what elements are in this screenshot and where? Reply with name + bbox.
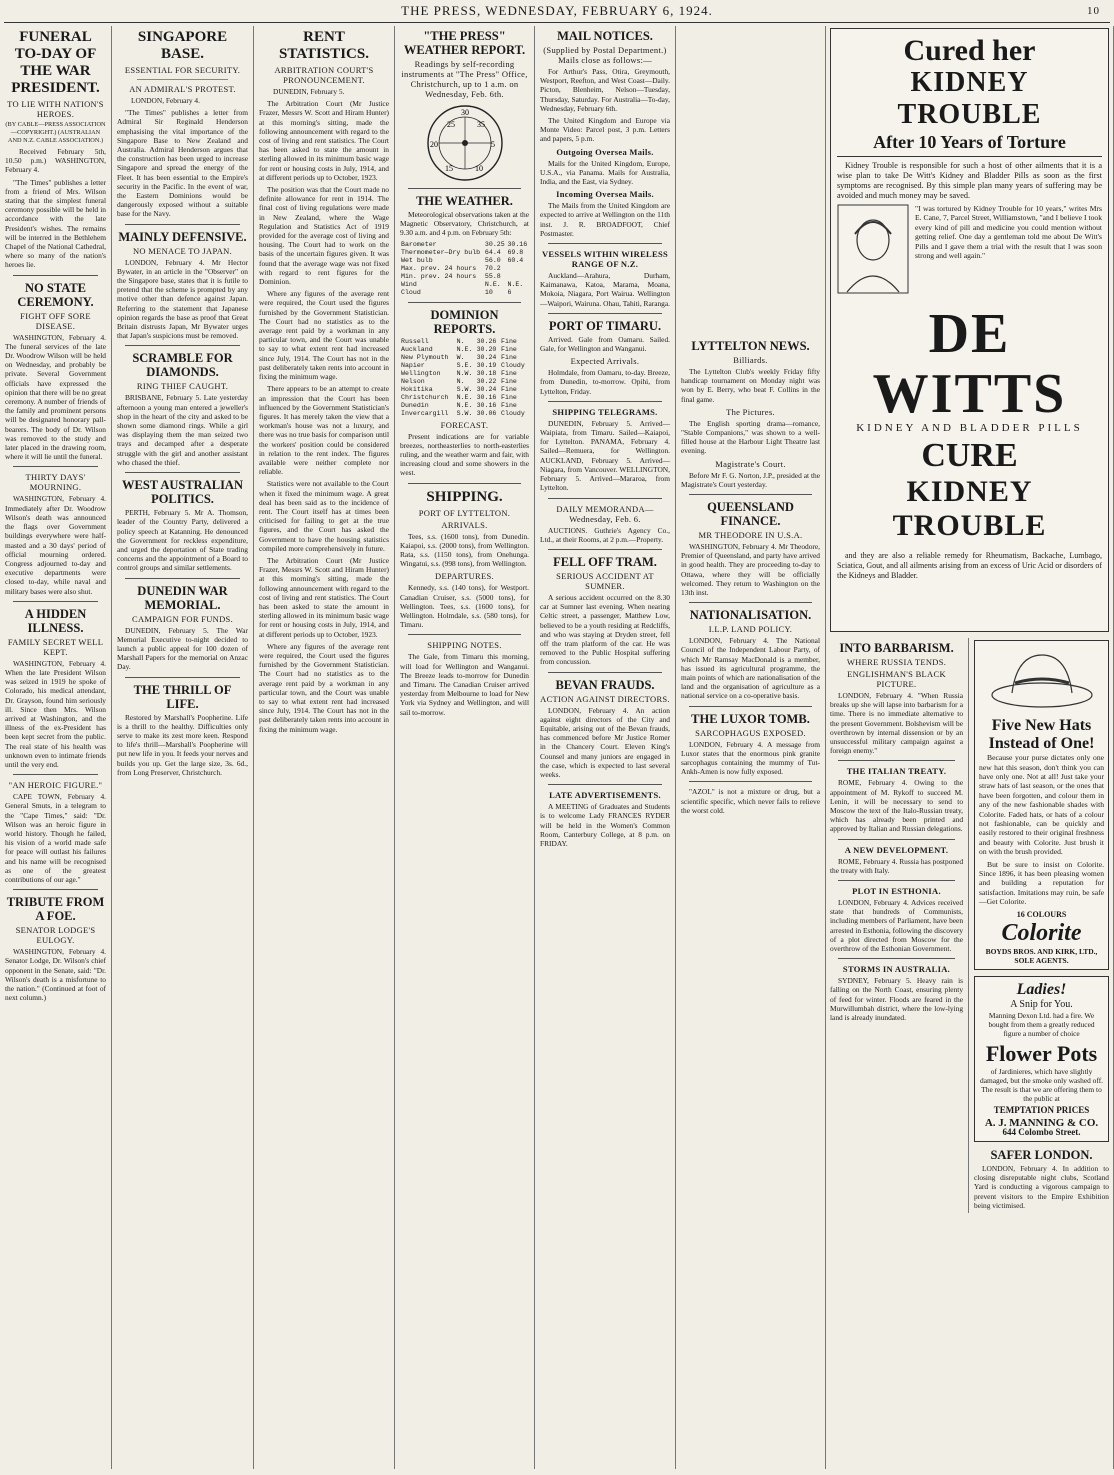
ad-body: Manning Dexon Ltd. had a fire. We bought from them a greatly reduced figure a number of choice (988, 1011, 1095, 1039)
subhead-wireless: VESSELS WITHIN WIRELESS RANGE OF N.Z. (541, 249, 669, 270)
ad-temptation: TEMPTATION PRICES (993, 1105, 1090, 1116)
divider (408, 302, 521, 303)
portrait-shoulders (847, 276, 899, 292)
ad-brand: Colorite (1001, 919, 1082, 946)
article-text: For Arthur's Pass, Otira, Greymouth, Westport, Reefton, and West Coast—Daily. Picton, Blenheim, Nelson—Tuesday, Thursday, Saturday. For Australia—To-day, Wednesday, February 6th. (540, 67, 670, 113)
subhead-theodore: MR THEODORE IN U.S.A. (698, 530, 803, 541)
divider (548, 243, 662, 244)
article-text: ROME, February 4. Owing to the appointment of M. Rykoff to succeed M. Lenin, it will be necessary to send to Moscow the text of the Italo-Russian treaty, which has already been printed and approved by Italian and Russian delegations. (830, 778, 964, 834)
ad-big: Flower Pots (985, 1041, 1098, 1067)
article-text: CAPE TOWN, February 4. General Smuts, in a telegram to the "Cape Times," said: "Dr. Wilson was an heroic figure in world history. Though he failed, his vision of a world made safe for peace will outlast his failures and his name will be recognised as one of the greatest contributions of our age." (5, 792, 106, 884)
headline-safer-london: SAFER LONDON. (990, 1147, 1093, 1162)
table-cell: Napier (401, 361, 425, 369)
headline-shipping: SHIPPING. (426, 488, 503, 505)
subhead-sumner: SERIOUS ACCIDENT AT SUMNER. (556, 570, 654, 591)
table-cell: Invercargill (401, 409, 449, 417)
divider (125, 472, 240, 473)
table-cell: Fine (501, 345, 517, 353)
headline-defensive: MAINLY DEFENSIVE. (118, 229, 247, 244)
divider (548, 313, 662, 314)
table-cell: Russell (401, 337, 429, 345)
article-text: LONDON, February 4. "When Russia breaks up she will lapse into barbarism for a time. There is no immediate alternative to the present Government. Bolshevism will be overthrown by internal dissension or by an unsuccessful military campaign against a foreign enemy." (830, 691, 964, 756)
portrait-illustration (837, 204, 909, 294)
headline-lyttelton: LYTTELTON NEWS. (691, 339, 810, 353)
table-cell: 30.24 (476, 385, 497, 393)
headline-hidden-illness: A HIDDEN ILLNESS. (24, 606, 87, 635)
article-text: The Mails from the United Kingdom are expected to arrive at Wellington on the 11th inst. J. R. BROADFOOT, Chief Postmaster. (540, 201, 670, 238)
subhead-shipping-notes: SHIPPING NOTES. (427, 640, 502, 651)
column-ads (826, 26, 1114, 1469)
headline-queensland: QUEENSLAND FINANCE. (707, 500, 794, 529)
divider (548, 498, 662, 499)
stations-table (400, 338, 529, 418)
ad-footer: and they are also a reliable remedy for Rheumatism, Backache, Lumbago, Sciatica, Gout, and all ailments arising from an excess of Uric Acid or disorders of the Kidneys and Bladder. (837, 551, 1102, 581)
dial-label: 35 (476, 120, 485, 129)
subhead-court: Magistrate's Court. (715, 458, 786, 469)
article-text: Meteorological observations taken at the Magnetic Observatory, Christchurch, at 9.30 a.m. and 4 p.m. on February 5th: (400, 210, 529, 238)
article-text: The Lyttelton Club's weekly Friday fifty handicap tournament on Monday night was won by E. Berry, who beat F. Collins in the final game. (681, 367, 820, 404)
table-cell: Wind (401, 280, 417, 288)
column-lyttelton (676, 26, 826, 1469)
headline-nationalisation: NATIONALISATION. (689, 608, 812, 623)
subhead-italian: THE ITALIAN TREATY. (846, 766, 947, 777)
divider (408, 188, 521, 189)
ad-colours: 16 COLOURS (1016, 909, 1067, 919)
article-text: The Gale, from Timaru this morning, will load for Wellington and Wanganui. The Breeze leads to-morrow for Dunedin and Timaru. The Canadian Cruiser arrived yesterday from Melbourne to load for New York via Sydney and Wellington, and will sail to-morrow. (400, 652, 529, 717)
station-row (400, 370, 529, 378)
subhead-incoming: Incoming Oversea Mails. (556, 189, 654, 200)
headline-tram: FELL OFF TRAM. (553, 554, 657, 569)
headline-timaru: PORT OF TIMARU. (548, 318, 662, 333)
subhead-forecast: FORECAST. (440, 419, 489, 430)
subhead-storms: STORMS IN AUSTRALIA. (842, 964, 951, 975)
divider (137, 79, 228, 80)
ad-quote: "I was tortured by Kidney Trouble for 10 years," writes Mrs E. Cane, 7, Parcel Street, Williamstown, "and I believe I took every kind of pill and medicine you could mention without getting relief. One day a gentleman told me about De Witt's Pills and I gave them a trial with the result that I was soon strong and well again." (915, 204, 1102, 261)
column-colorite (969, 638, 1109, 1213)
column-mail (535, 26, 676, 1469)
table-cell: 69.8 (507, 248, 524, 256)
article-text: Arrived. Gale from Oamaru. Sailed. Gale, for Wellington and Wanganui. (540, 334, 670, 354)
article-text: WASHINGTON, February 4. The funeral services of the late Dr. Woodrow Wilson will be held on Wednesday, and probably be private. Several Government officials have expressed the opinion that there will be no great ceremony. A number of friends of the family and prominent persons will be designated honorary pall-bearers. The body of Dr. Wilson was removed to the study and later placed in the drawing room, where it will lie until the funeral. (5, 332, 106, 462)
subhead-heroes: TO LIE WITH NATION'S HEROES. (7, 99, 104, 119)
station-row (400, 402, 529, 410)
portrait-frame (838, 205, 908, 293)
table-cell: Cloudy (501, 361, 525, 369)
divider (548, 549, 662, 550)
divider (838, 839, 955, 840)
column-barbarism (830, 638, 969, 1213)
article-text: DUNEDIN, February 5. The War Memorial Executive to-night decided to launch a public appeal for 100 dozen of Marshall Papers for the memorial on Anzac Day. (117, 625, 248, 672)
subhead-admiral: AN ADMIRAL'S PROTEST. (129, 84, 236, 94)
dial-label: 5 (490, 140, 495, 149)
table-cell: Fine (501, 353, 517, 361)
article-text: WASHINGTON, February 4. Senator Lodge, Dr. Wilson's chief opponent in the Senate, said: "Dr. Wilson's death is a misfortune to the nation." (Continued at foot of next column.) (5, 947, 106, 1003)
cable-credit: (BY CABLE—PRESS ASSOCIATION—COPYRIGHT.) (AUSTRALIAN AND N.Z. CABLE ASSOCIATION.) (5, 121, 106, 144)
headline-the-weather: THE WEATHER. (416, 194, 513, 208)
station-row (400, 378, 529, 386)
divider (408, 483, 521, 484)
divider (125, 578, 240, 579)
article-text: Statistics were not available to the Court when it fixed the minimum wage. A great deal has been said as to the incidence of rent. The Court itself has at times been criticised for failing to get at the true figures, and the Court has asked the Government to have the housing statistics compiled more comprehensively in future. (259, 479, 389, 553)
station-row (400, 410, 529, 418)
article-text: DUNEDIN, February 5. Arrived—Waipiata, from Timaru. Sailed—Kaiapoi, for Lyttelton. PANAMA, February 4. Sailed—Remuera, for Wellington. AUCKLAND, February 5. Arrived—Niagara, from Vancouver. WELLINGTON, February 5. Arrived—Mararoa, from Lyttelton. (540, 418, 670, 493)
headline-luxor: THE LUXOR TOMB. (691, 711, 810, 726)
article-text: WASHINGTON, February 4. Mr Theodore, Premier of Queensland, and party have arrived in good health. They are proceeding to-day to Ottawa, where they will be officially welcomed. They return to Washington on the 13th inst. (681, 542, 820, 598)
divider (689, 602, 812, 603)
table-cell: Fine (501, 401, 517, 409)
subhead-late-ads: LATE ADVERTISEMENTS. (549, 790, 661, 801)
table-cell: 30.24 (476, 353, 497, 361)
table-cell: Nelson (401, 377, 425, 385)
table-cell: 6 (507, 288, 512, 296)
ad-body: Because your purse dictates only one new hat this season, don't think you can have only one. Not at all! Just take your straw hats of last season, or the ones that have been forgotten, and colour them in any of the new fashionable shades with Colorite. Faded hats, or hats of a colour not fashionable, can be quickly and easily restored to their original freshness and beauty with Colorite. Just brush it on with the brush provided. (979, 753, 1104, 857)
ad-colorite (974, 640, 1109, 970)
table-cell: N.W. (456, 369, 473, 377)
ad-agent: A. J. MANNING & CO. (984, 1116, 1099, 1129)
divider (13, 601, 98, 602)
station-row (400, 354, 529, 362)
article-text: There appears to be an attempt to create an impression that the Court has been influenced by the Government Statistician's figures. It has merely taken the view that a workman's house was not a luxury, and there was no true basis for comparison until the workers' position could be considered in relation to the rent index. The figures available were neither complete nor reliable. (259, 384, 389, 477)
station-row (400, 346, 529, 354)
observation-row (400, 289, 529, 297)
subhead-mourning: THIRTY DAYS' MOURNING. (25, 472, 86, 493)
observation-row (400, 257, 529, 265)
station-row (400, 338, 529, 346)
table-cell: 30.26 (476, 337, 497, 345)
hat-brim (992, 683, 1092, 707)
dial-label: 20 (429, 140, 438, 149)
table-cell: Wellington (401, 369, 441, 377)
ad-title: KIDNEY TROUBLE (897, 67, 1042, 130)
subhead-funds: CAMPAIGN FOR FUNDS. (131, 613, 234, 624)
article-text: The English sporting drama—romance, "Stable Companions," was shown to a well-filled house at the Harbour Light Theatre last evening. (681, 418, 820, 456)
table-cell: Cloud (401, 288, 421, 296)
ad-title: Ladies! (1016, 981, 1067, 999)
article-text: Holmdale, from Oamaru, to-day. Breeze, from Dunedin, to-morrow. Opihi, from Lyttelton, Friday. (540, 368, 670, 396)
article-text: The position was that the Court made no definite allowance for rent in 1914. The final cost of living regulations were made in New Zealand, where the Wage Regulation and Statistics Act of 1919 provided for the average cost of living and housing. The Court had to work on the basis of the uncertain figures given. It was found that the average wage was not fixed with regard to rent figures for the Dominion. (259, 185, 389, 287)
article-text: LONDON, February 4. The National Council of the Independent Labour Party, of which Mr Ramsay MacDonald is a member, has issued its agricultural programme, the main points of which are nationalisation of the land and the organisation of agriculture as a national service on a co-operative basis. (681, 636, 820, 701)
article-text: Tees, s.s. (1600 tons), from Dunedin. Kaiapoi, s.s. (2000 tons), from Wellington. Rata, s.s. (1150 tons), from Onehunga. Wingatui, s.s. (998 tons), from Wellington. (400, 531, 529, 569)
divider (125, 677, 240, 678)
article-text: Kennedy, s.s. (140 tons), for Westport. Canadian Cruiser, s.s. (5000 tons), for Wellington. Tees, s.s. (1600 tons), for Wellington. Holmdale, s.s. (580 tons), for Timaru. (400, 583, 529, 630)
column-singapore (112, 26, 254, 1469)
subhead-russia: WHERE RUSSIA TENDS. (846, 657, 947, 667)
article-text: WASHINGTON, February 4. Immediately after Dr. Woodrow Wilson's death was announced the flags over Government buildings everywhere were half-masted and a 30 days' period of official mourning ordered. Congress adjourned to-day and executive departments were closed to-day, while naval and military bases were also shut. (5, 494, 106, 596)
subhead-disease: FIGHT OFF SORE DISEASE. (20, 310, 91, 331)
table-cell: 30.19 (476, 361, 497, 369)
subhead-expected: Expected Arrivals. (570, 356, 640, 367)
table-cell (506, 265, 529, 273)
ad-agent: BOYDS BROS. AND KIRK, LTD., SOLE AGENTS. (985, 946, 1098, 966)
table-cell: 30.06 (476, 409, 497, 417)
divider (125, 224, 240, 225)
ad-subtitle: A Snip for You. (1010, 999, 1073, 1011)
article-text: The Arbitration Court (Mr Justice Frazer, Messrs W. Scott and Hiram Hunter) at this morning's sitting, made the following announcement with regard to the cost of living and rent statistics. The Court has been asked to state the amount in sterling allowed in its minimum basic wage for rent or housing costs in July, 1914, and at different periods up to October, 1923. (259, 99, 389, 182)
observation-row (400, 249, 529, 257)
divider (13, 889, 98, 890)
divider (13, 774, 98, 775)
ad-kidney (830, 28, 1109, 632)
article-text: The United Kingdom and Europe via Monte Video: Parcel post, 3 p.m. Letters and papers, 5 p.m. (540, 116, 670, 144)
headline-rent: RENT STATISTICS. (279, 29, 369, 62)
subhead-billiards: Billiards. (733, 355, 768, 365)
table-cell: N.E. (456, 345, 473, 353)
dial-label: 30 (460, 108, 469, 117)
headline-no-state-ceremony: NO STATE CEREMONY. (17, 280, 94, 309)
headline-thrill: THE THRILL OF LIFE. (133, 682, 232, 711)
table-cell: 56.0 (484, 256, 501, 264)
divider (125, 345, 240, 346)
subhead-heroic-figure: "AN HEROIC FIGURE." (8, 780, 103, 791)
article-text: LONDON, February 4. A message from Luxor states that the enormous pink granite sarcophagus containing the mummy of Tut-Ankh-Amen is now fully exposed. (681, 739, 820, 777)
subhead-action: ACTION AGAINST DIRECTORS. (540, 693, 670, 704)
ad-body: But be sure to insist on Colorite. Since 1896, it has been pleasing women and building a reputation for satisfaction. Imitations may ruin, be safe—Get Colorite. (979, 859, 1104, 907)
table-cell: New Plymouth (401, 353, 449, 361)
portrait-hair (855, 222, 891, 234)
ad-cure: CURE (921, 437, 1018, 475)
barometer-dial (425, 103, 505, 183)
article-text: Before Mr F. G. Norton, J.P., presided at the Magistrate's Court yesterday. (681, 470, 820, 489)
table-cell: 60.4 (507, 256, 524, 264)
ad-title: Five New Hats Instead of One! (988, 717, 1095, 753)
dial-hub (462, 140, 468, 146)
dateline: DUNEDIN, February 5. (273, 87, 345, 96)
article-text: AUCTIONS. Guthrie's Agency Co., Ltd., at their Rooms, at 2 p.m.—Property. (540, 525, 670, 544)
table-cell: 30.25 (484, 240, 505, 248)
divider (689, 781, 812, 782)
article-text: "The Times" publishes a letter from a friend of Mrs. Wilson stating that the simplest funeral ceremony possible will be held in accordance with the late President's wishes. The remains will be interred in the Bethlehem Chapel of the National Cathedral, where so many of the nation's heroes lie. (5, 177, 106, 270)
subhead-lodge: SENATOR LODGE'S EULOGY. (15, 925, 96, 946)
subhead-departures: DEPARTURES. (435, 571, 494, 582)
hat-illustration (987, 645, 1097, 715)
article-text: Where any figures of the average rent were required, the Court used the figures furnished by the Government Statistician. The Court had no statistics as to the average rent paid by a workman in any particular town, and the Court was unable to say to what extent rent had increased since July, 1914. The Court has not in the past deliberately taken rents into account in fixing the minimum wage. (259, 641, 389, 734)
table-cell: Fine (501, 377, 517, 385)
table-cell: Wet bulb (401, 256, 433, 264)
subhead-development: A NEW DEVELOPMENT. (844, 844, 949, 855)
table-cell: Barometer (401, 240, 437, 248)
table-cell: 30.16 (507, 240, 528, 248)
article-text: A serious accident occurred on the 8.30 car at Sumner last evening. When nearing Celtic street, a passenger, Matthew Low, believed to be a youth residing at Redcliffs, and who was staying at Dryden street, fell off the tram platform of the car. He was removed to the Public Hospital suffering from concussion. (540, 592, 670, 667)
subhead-telegrams: SHIPPING TELEGRAMS. (552, 406, 658, 417)
table-cell: N. (456, 337, 465, 345)
article-text: "The Times" publishes a letter from Admiral Sir Reginald Henderson emphasising the vital importance of the Singapore Base to New Zealand and Australia. Admiral Henderson argues that the construction has been urged to increase Singapore and spread the energy of the Fleet. It has been essential to the Empire's security in the Pacific. In the event of war, the Eastern Dominions would be dangerously exposed without a suitable base for the Navy. (117, 108, 248, 219)
divider (838, 880, 955, 881)
article-text: SYDNEY, February 5. Heavy rain is falling on the North Coast, ensuring plenty of feed for winter. Floods are feared in the Murwillumbah district, where the low-lying land is already inundated. (830, 976, 964, 1023)
divider (548, 784, 662, 785)
top-rule (4, 22, 1110, 23)
ad-title: Cured her (903, 34, 1036, 67)
subhead-secret: FAMILY SECRET WELL KEPT. (7, 636, 104, 657)
observations-table (400, 241, 529, 297)
subhead-black-picture: ENGLISHMAN'S BLACK PICTURE. (847, 669, 946, 689)
headline-bevan: BEVAN FRAUDS. (555, 677, 655, 692)
ad-address: 644 Colombo Street. (1002, 1126, 1081, 1137)
table-cell: N.E. (484, 280, 501, 288)
article-text: Auckland—Arahura, Durham, Kaimanawa, Katoa, Marama, Moana, Mokoia, Niagara, Port Wairua. Wellington—Waipori, Wairuna. Ohau, Tahiti, Raranga. (540, 271, 670, 308)
divider (689, 494, 812, 495)
ad-cure-2: KIDNEY TROUBLE (892, 475, 1047, 543)
observation-row (400, 241, 529, 249)
column-funeral (0, 26, 112, 1469)
subhead-ring-thief: RING THIEF CAUGHT. (136, 381, 229, 392)
divider (408, 634, 521, 635)
dial-label: 10 (474, 164, 483, 173)
table-cell: 30.16 (476, 393, 497, 401)
table-cell: Christchurch (401, 393, 449, 401)
article-text: WASHINGTON, February 4. When the late President Wilson was seized in 1919 he spoke of Colorado, his medical attendant, Dr. Grayson, found him seriously ill. Since then Mrs. Wilson arrived at Washington, and the illness of the ex-President has been kept secret from the public. The real state of his health was unknown even to intimate friends until the very end. (5, 658, 106, 769)
ad-ladies (974, 976, 1109, 1142)
subhead-japan: NO MENACE TO JAPAN. (132, 245, 233, 256)
table-cell: N. (456, 377, 465, 385)
subhead-outgoing: Outgoing Oversea Mails. (556, 146, 654, 157)
subhead-lyttelton-port: PORT OF LYTTELTON. (418, 507, 511, 518)
dateline: LONDON, February 4. (131, 96, 200, 105)
table-cell: 10 (484, 288, 493, 296)
headline-wa-politics: WEST AUSTRALIAN POLITICS. (122, 478, 243, 507)
table-cell: 64.4 (484, 248, 501, 256)
divider (689, 706, 812, 707)
table-cell: 30.18 (476, 369, 497, 377)
article-text: Where any figures of the average rent were required, the Court used the figures furnished by the Government Statistician. The Court had no statistics as to the average rent paid by a workman in any particular town, and the Court was unable to say to what extent rent had increased since July, 1914. The Court has not in the past deliberately taken rents into account in fixing the minimum wage. (259, 289, 389, 382)
subhead-arbitration: ARBITRATION COURT'S PRONOUNCEMENT. (274, 65, 374, 85)
headline-funeral: FUNERAL TO-DAY OF THE WAR PRESIDENT. (11, 29, 100, 96)
weather-intro: Readings by self-recording instruments at "The Press" Office, Christchurch, up to 1 a.m. on Wednesday, Feb. 6th. (401, 59, 528, 99)
subhead-security: ESSENTIAL FOR SECURITY. (124, 65, 241, 75)
headline-barbarism: INTO BARBARISM. (839, 641, 954, 655)
subhead-esthonia: PLOT IN ESTHONIA. (852, 886, 941, 897)
table-cell: Thermometer—Dry bulb (401, 248, 481, 256)
article-text: The Arbitration Court (Mr Justice Frazer, Messrs W. Scott and Hiram Hunter) at this morning's sitting, made the following announcement with regard to the cost of living and rent statistics. The Court has been asked to state the amount in sterling allowed in its minimum basic wage for rent or housing costs in July, 1914, and at different periods up to October, 1923. (259, 555, 389, 639)
article-text: A MEETING of Graduates and Students is to welcome Lady FRANCES RYDER will be held in the Women's Common Room, Canterbury College, at 8 p.m. on FRIDAY. (540, 802, 670, 848)
observation-row (400, 265, 529, 273)
table-cell: N.E. (507, 280, 524, 288)
table-cell: Fine (501, 385, 517, 393)
station-row (400, 394, 529, 402)
divider (548, 672, 662, 673)
headline-singapore: SINGAPORE BASE. (137, 29, 228, 62)
article-text: LONDON, February 4. An action against eight directors of the City and Equitable, arising out of the Bevan frauds, has commenced before Mr Justice Romer in the Chancery Court. Eleven King's Counsel and many juniors are engaged in the case, which is expected to last several weeks. (540, 705, 670, 779)
table-cell: Auckland (401, 345, 433, 353)
table-cell: W. (456, 353, 465, 361)
headline-tribute: TRIBUTE FROM A FOE. (6, 895, 105, 924)
article-text: Mails for the United Kingdom, Europe, U.S.A., via Panama. Mails for Australia, India, and the East, via Sydney. (540, 158, 670, 187)
table-cell: Max. prev. 24 hours (401, 264, 477, 272)
column-weather (395, 26, 535, 1469)
table-cell: Fine (501, 337, 517, 345)
ad-brand: DE WITTS (872, 303, 1067, 425)
table-cell: S.W. (456, 409, 473, 417)
ad-brand-sub: KIDNEY AND BLADDER PILLS (856, 422, 1083, 434)
observation-row (400, 281, 529, 289)
table-cell: 30.20 (476, 345, 497, 353)
table-cell: Min. prev. 24 hours (401, 272, 477, 280)
headline-diamonds: SCRAMBLE FOR DIAMONDS. (132, 351, 233, 380)
divider (838, 760, 955, 761)
article-text: Restored by Marshall's Poopherine. Life is a thrill to the healthy. Difficulties only serve to make its zest more keen. Respond to life's thrill—Marshall's Poopherine will put new life in you. It feeds your nerves and builds you up. Get the large size, 3s. 6d., from Long Preserver, Christchurch. (117, 712, 248, 777)
table-cell: Hokitika (401, 385, 433, 393)
masthead (0, 0, 1114, 22)
station-row (400, 386, 529, 394)
ad-body: of Jardinieres, which have slightly damaged, but the smoke only washed off. The result is that we are offering them to the public at (980, 1067, 1104, 1104)
dial-label: 15 (444, 164, 453, 173)
table-cell: Fine (501, 393, 517, 401)
table-cell: S.E. (456, 361, 473, 369)
article-text: ROME, February 4. Russia has postponed the treaty with Italy. (830, 856, 964, 875)
ad-azol: "AZOL" is not a mixture or drug, but a scientific specific, which never fails to relieve the worst cold. (681, 787, 820, 815)
ad-body: Kidney Trouble is responsible for such a host of other ailments that it is a wise plan to take De Witt's Kidney and Bladder Pills as soon as the first symptoms are recognised. By this simple plan many years of suffering may be avoided and much money may be saved. (837, 161, 1102, 200)
mail-intro: (Supplied by Postal Department.) Mails close as follows:— (543, 45, 667, 65)
station-row (400, 362, 529, 370)
subhead-pictures: The Pictures. (726, 406, 775, 417)
dial-label: 25 (446, 120, 455, 129)
article-text: LONDON, February 4. In addition to closing disreputable night clubs, Scotland Yard is conducting a vigorous campaign to prevent visitors to the Empire Exhibition being victimised. (974, 1163, 1109, 1210)
article-text: LONDON, February 4. Mr Hector Bywater, in an article in the "Observer" on the Singapore base, states that it is futile to pretend that the scheme is prompted by any motive other than defence against Japan. Referring to the statement that Japanese opinion regards the base as proof that Great Britain distrusts Japan, Mr Bywater urges that Japan's suspicions must be removed. (117, 257, 248, 341)
table-cell: 70.2 (484, 264, 501, 272)
article-text: Present indications are for variable breezes, northeasterlies to north-easterlies ruling, and the weather warm and fair, with increasing cloud and some showers in the west. (400, 431, 529, 478)
table-cell: N.E. (456, 393, 473, 401)
table-cell: 30.22 (476, 377, 497, 385)
divider (13, 275, 98, 276)
subhead-ilp: I.L.P. LAND POLICY. (708, 624, 793, 635)
article-text: LONDON, February 4. Advices received state that hundreds of Communists, including members of Parliament, have been arrested in Esthonia, following the discovery of a plot directed from Moscow for the overthrow of the Esthonian Government. (830, 898, 964, 954)
table-cell: S.W. (456, 385, 473, 393)
dateline: Received February 5th, 10.50 p.m.) WASHINGTON, February 4. (5, 147, 106, 175)
headline-dominion: DOMINION REPORTS. (430, 307, 499, 336)
headline-mail: MAIL NOTICES. (557, 29, 653, 43)
subhead-arrivals: ARRIVALS. (441, 519, 488, 530)
table-cell: 55.8 (484, 272, 501, 280)
divider (548, 401, 662, 402)
table-cell: Cloudy (501, 409, 525, 417)
table-cell: 30.16 (476, 401, 497, 409)
table-cell: Fine (501, 369, 517, 377)
divider (838, 958, 955, 959)
article-text: PERTH, February 5. Mr A. Thomson, leader of the Country Party, delivered a policy speech at Katanning. He denounced the Government for reckless expenditure, and urged the deportation of State trading concerns and the appointment of a Board to control groups and similar settlements. (117, 508, 248, 573)
headline-weather: "THE PRESS" WEATHER REPORT. (403, 29, 526, 57)
column-rent (254, 26, 395, 1469)
article-text: BRISBANE, February 5. Late yesterday afternoon a young man entered a jeweller's shop in the heart of the city and asked to be shown some diamond rings. While a girl was displaying them the man seized two trays and decamped after a desperate struggle with the girl and another assistant who chased the thief. (117, 393, 248, 467)
table-cell: N.E. (456, 401, 473, 409)
subhead-memoranda: DAILY MEMORANDA—Wednesday, Feb. 6. (556, 503, 654, 524)
headline-war-memorial: DUNEDIN WAR MEMORIAL. (137, 583, 228, 612)
subhead-sarcophagus: SARCOPHAGUS EXPOSED. (695, 727, 806, 738)
hat-crown (1012, 655, 1072, 693)
page-number: 10 (1087, 5, 1100, 17)
masthead-title: THE PRESS, WEDNESDAY, FEBRUARY 6, 1924. (401, 3, 713, 18)
observation-row (400, 273, 529, 281)
divider (13, 466, 98, 467)
table-cell (506, 273, 529, 281)
ad-subtitle: After 10 Years of Torture (837, 131, 1102, 157)
table-cell: Dunedin (401, 401, 429, 409)
